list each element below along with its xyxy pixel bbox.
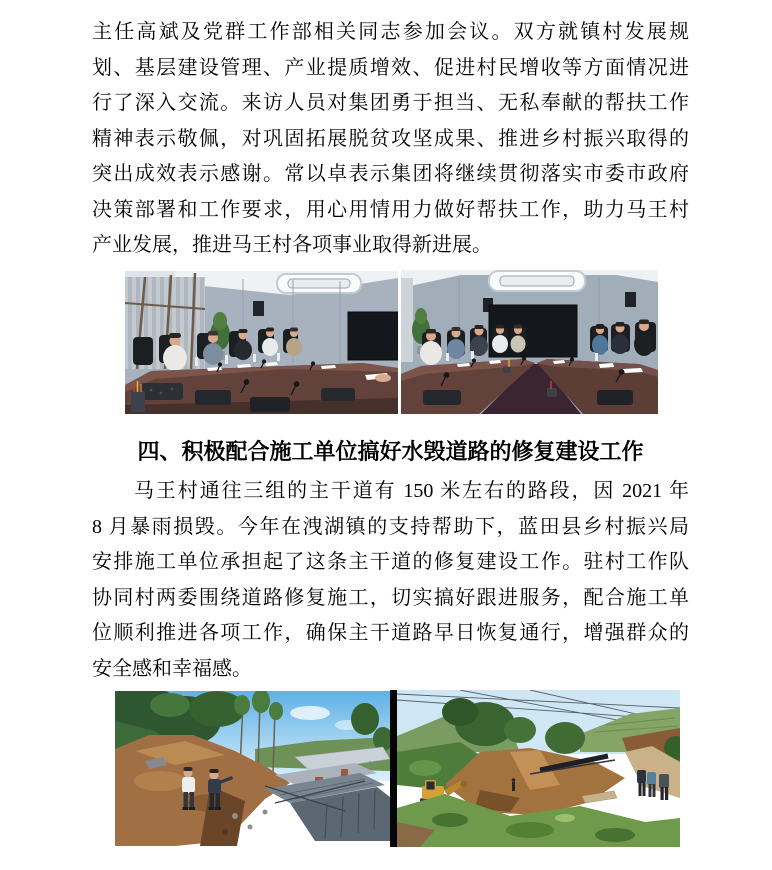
window-sliver (401, 278, 413, 362)
section-heading: 四、积极配合施工单位搞好水毁道路的修复建设工作 (137, 439, 644, 464)
meeting-room-scene-right (401, 270, 658, 414)
speaker-right (625, 292, 636, 307)
paragraph-2-line-5: 位顺利推进各项工作，确保主干道路早日恢复通行，增强群众的 (92, 622, 689, 644)
paragraph-1-line-4: 精神表示敬佩，对巩固拓展脱贫攻坚成果、推进乡村振兴取得的 (92, 127, 689, 150)
speaker (253, 301, 264, 316)
meeting-room-photo-left (125, 271, 398, 414)
conference-table (401, 359, 658, 414)
damaged-road-photo-left (115, 691, 390, 846)
paragraph-2-line-3: 安排施工单位承担起了这条主干道的修复建设工作。驻村工作队 (92, 551, 689, 573)
green-bank-highlight (409, 760, 441, 776)
paragraph-1-line-6: 决策部署和工作要求，用心用情用力做好帮扶工作，助力马王村 (92, 198, 689, 221)
damaged-road-scene-right (390, 690, 680, 847)
paragraph-1-line-2: 划、基层建设管理、产业提质增效、促进村民增收等方面情况进 (92, 56, 689, 79)
photo-separator-bar (390, 690, 397, 847)
paragraph-2-line-6: 安全感和幸福感。 (92, 657, 252, 680)
meeting-room-photo-right (401, 270, 658, 414)
paragraph-1-line-3: 行了深入交流。来访人员对集团勇于担当、无私奉献的帮扶工作 (92, 92, 689, 114)
damaged-road-photo-right (390, 690, 680, 847)
paragraph-1 (92, 15, 689, 264)
damaged-road-scene-left (115, 691, 390, 846)
paragraph-2 (92, 474, 689, 687)
meeting-room-scene-left (125, 271, 398, 414)
paragraph-2-line-4: 协同村两委围绕道路修复施工，切实搞好跟进服务，配合施工单 (92, 586, 689, 609)
tv-screen (348, 312, 398, 360)
paragraph-2-line-2: 8 月暴雨损毁。今年在洩湖镇的支持帮助下，蓝田县乡村振兴局 (92, 515, 689, 538)
paragraph-1-line-5: 突出成效表示感谢。常以卓表示集团将继续贯彻落实市委市政府 (92, 163, 689, 185)
paragraph-1-line-7: 产业发展，推进马王村各项事业取得新进展。 (92, 234, 492, 256)
paragraph-1-line-1: 主任高斌及党群工作部相关同志参加会议。双方就镇村发展规 (92, 21, 689, 43)
people-group (637, 764, 669, 800)
cloud (290, 706, 330, 720)
paragraph-2-line-1: 马王村通往三组的主干道有 150 米左右的路段，因 2021 年 (134, 480, 689, 502)
